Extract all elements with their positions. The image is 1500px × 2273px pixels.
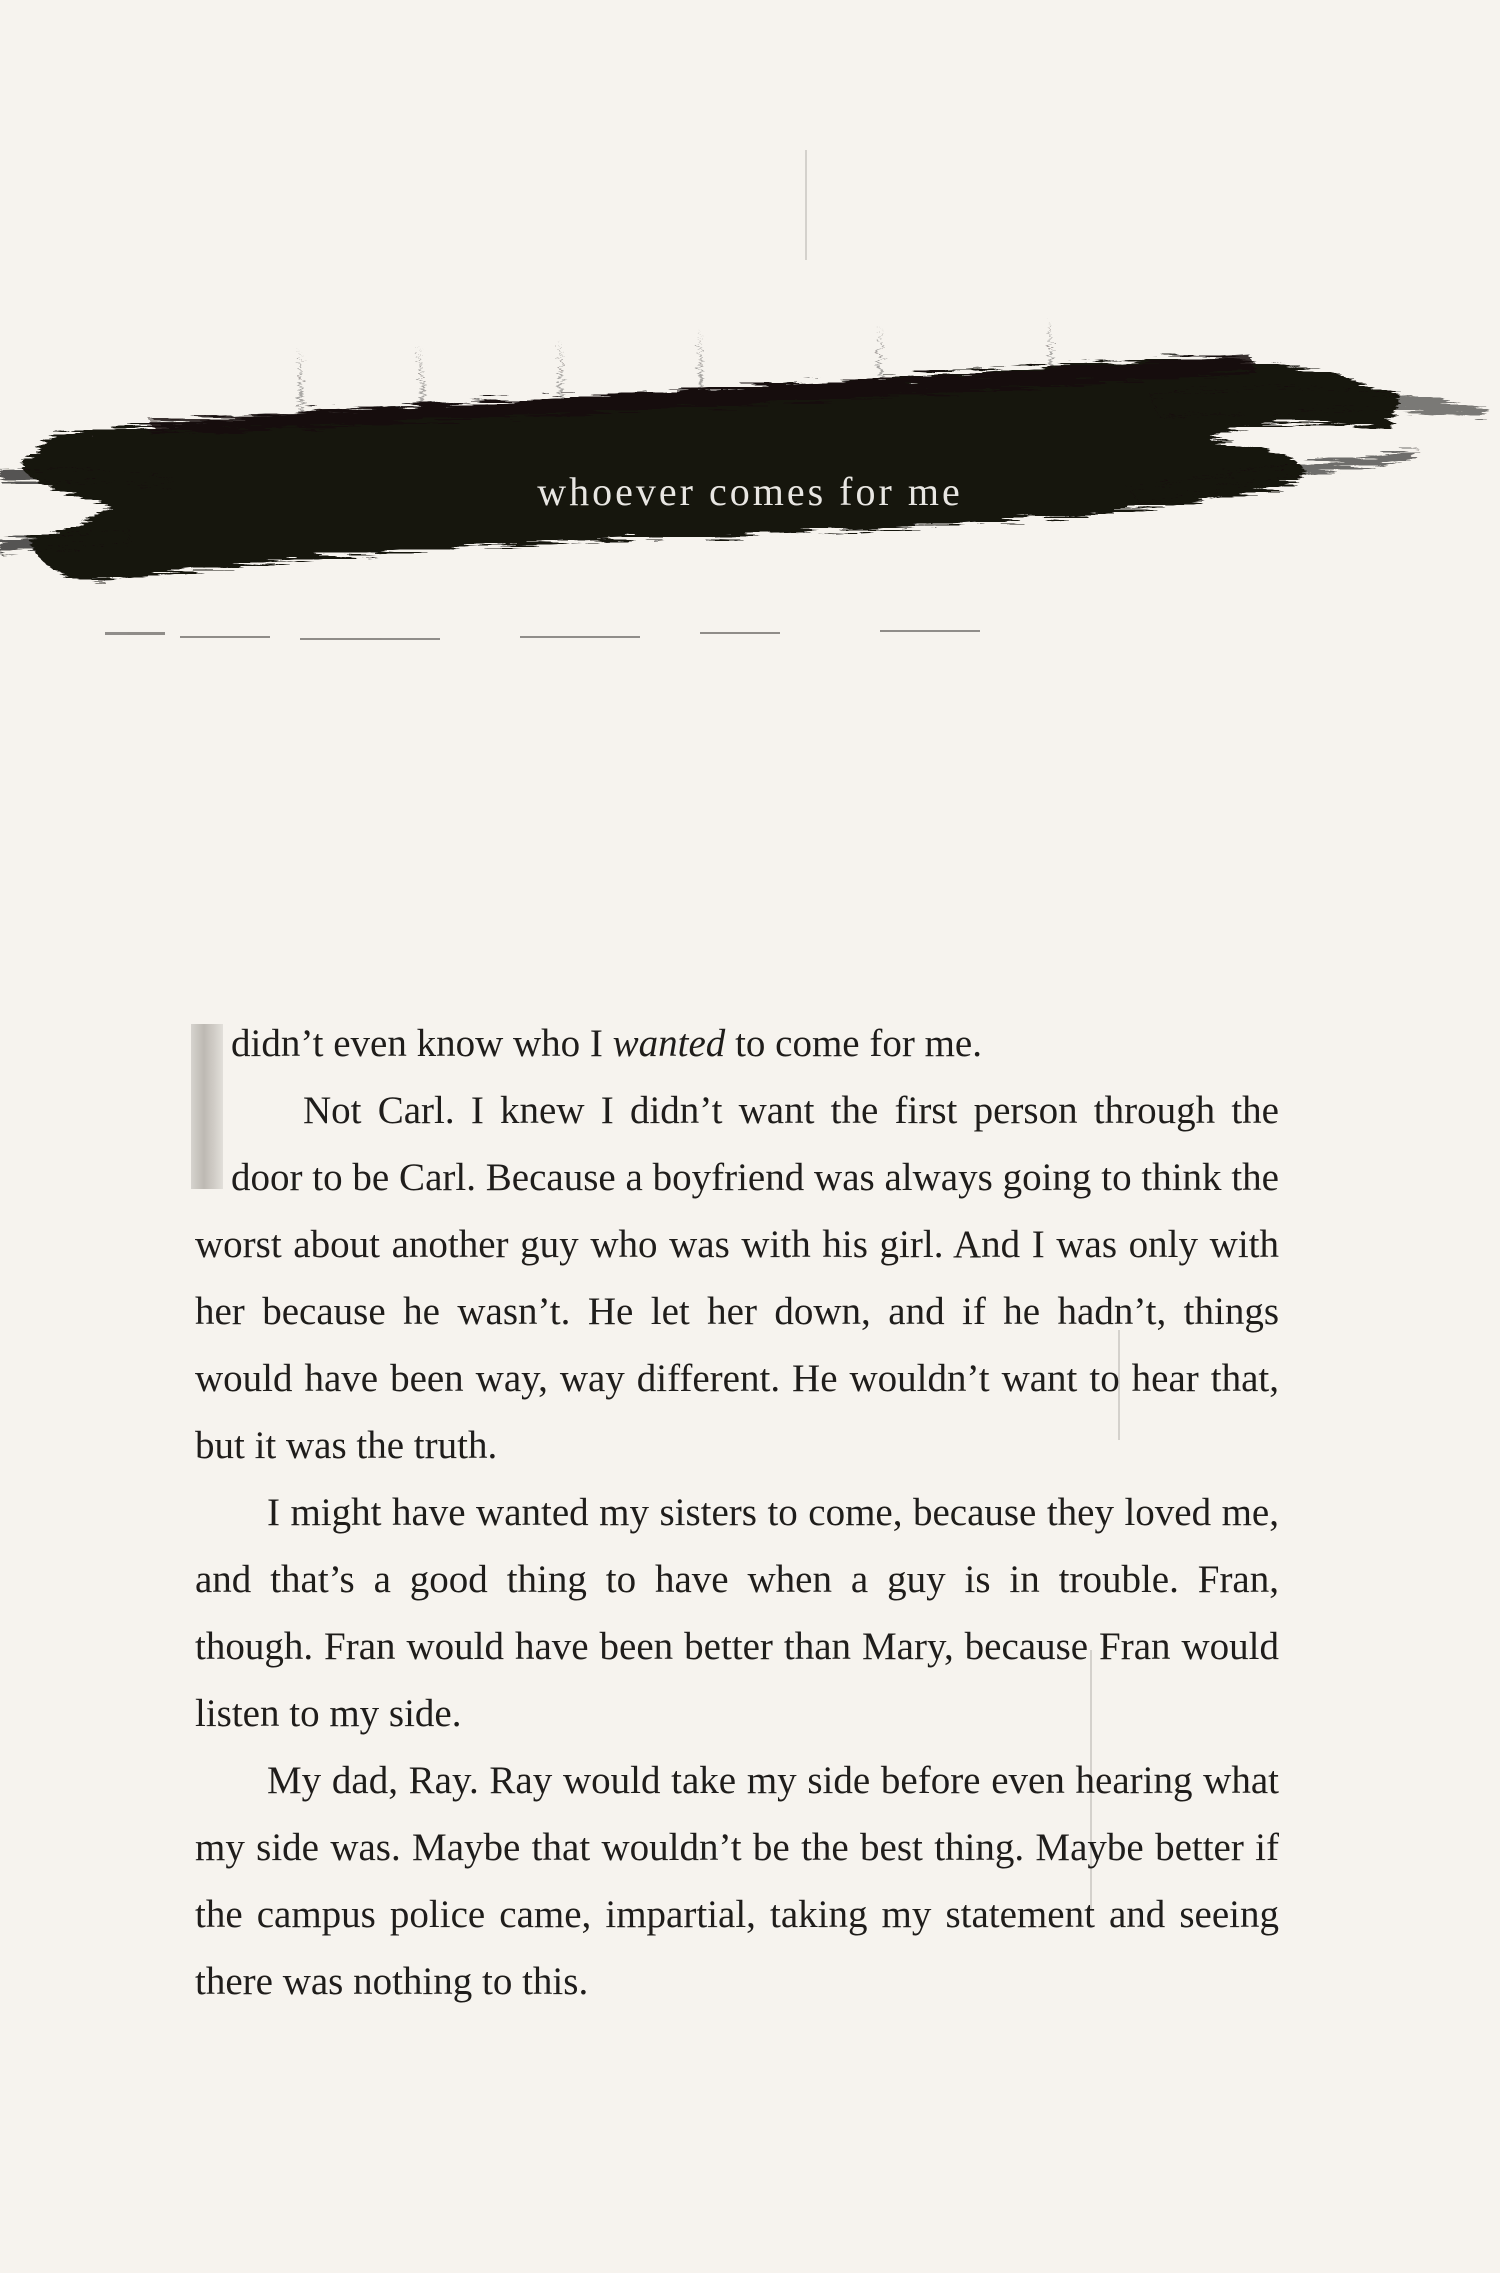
drop-cap bbox=[191, 1024, 223, 1189]
chapter-title: whoever comes for me bbox=[537, 469, 963, 514]
paragraph-1-text-b: to come for me. bbox=[725, 1022, 982, 1065]
paragraph-1 bbox=[195, 1010, 1279, 1077]
body-text bbox=[195, 1010, 1279, 2015]
paragraph-1-text-a: didn’t even know who I bbox=[231, 1022, 613, 1065]
scan-artifact-line bbox=[805, 150, 807, 260]
paragraph-1-emphasis: wanted bbox=[612, 1022, 726, 1065]
paragraph-4: My dad, Ray. Ray would take my side before even hearing what my side was. Maybe that wouldn’t be the best thing. Maybe better if the campus police came, impartial, taking my statement and seeing there was nothing to this. bbox=[195, 1759, 1279, 2003]
chapter-header-brush bbox=[0, 300, 1500, 660]
paragraph-2: Not Carl. I knew I didn’t want the first person through the door to be Carl. Because a boyfriend was always going to think the worst about another guy who was with his girl. And I was only with her because he wasn’t. He let her down, and if he hadn’t, things would have been way, way different. He wouldn’t want to hear that, but it was the truth. bbox=[195, 1089, 1279, 1467]
paragraph-3: I might have wanted my sisters to come, because they loved me, and that’s a good thing to have when a guy is in trouble. Fran, though. Fran would have been better than Mary, because Fran would listen to my side. bbox=[195, 1491, 1279, 1735]
